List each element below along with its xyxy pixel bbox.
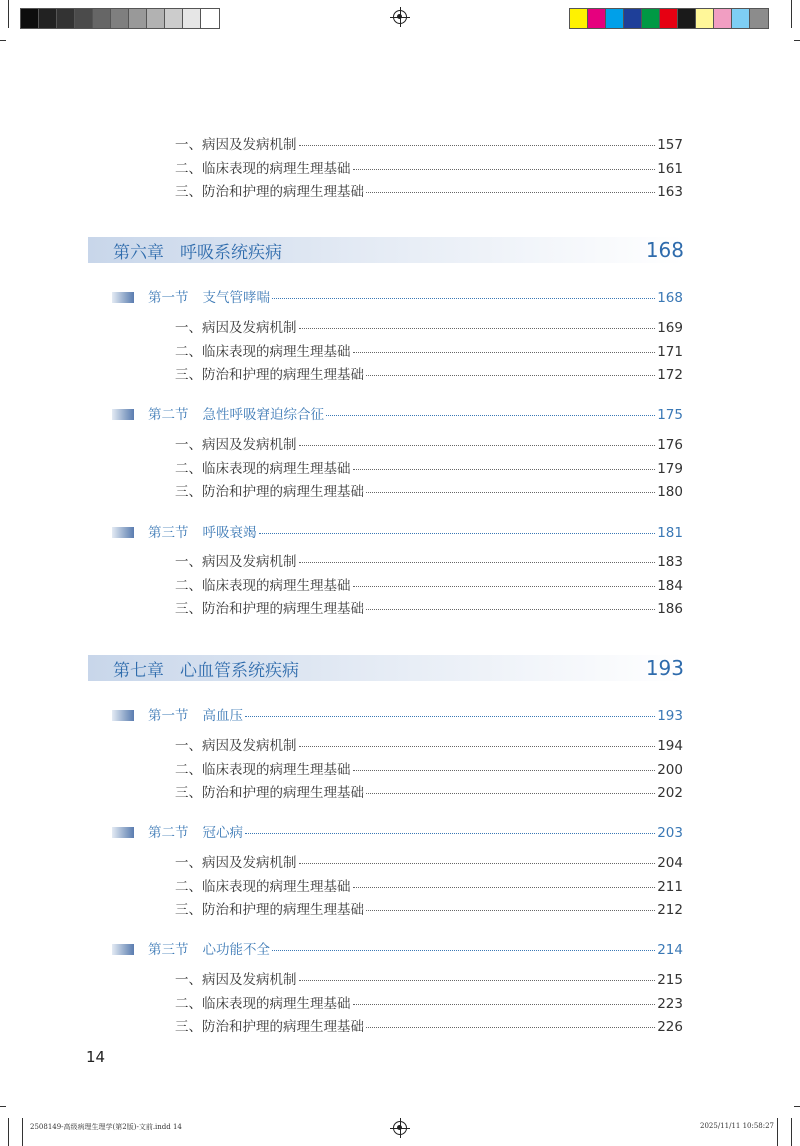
leader-dots	[353, 1004, 656, 1005]
leader-dots	[299, 746, 656, 747]
toc-item-label: 二、临床表现的病理生理基础	[175, 161, 351, 177]
section-heading[interactable]	[112, 704, 683, 724]
toc-item[interactable]	[175, 898, 683, 918]
toc-item[interactable]	[175, 1015, 683, 1035]
toc-item[interactable]	[175, 781, 683, 801]
toc-item[interactable]	[175, 316, 683, 336]
toc-item-page: 161	[657, 161, 683, 177]
color-swatch	[570, 9, 588, 28]
leader-dots	[353, 469, 656, 470]
section-heading[interactable]	[112, 938, 683, 958]
toc-item-page: 176	[657, 437, 683, 453]
toc-item[interactable]	[175, 550, 683, 570]
section-marker-icon	[112, 409, 134, 420]
toc-item-page: 212	[657, 902, 683, 918]
section-heading[interactable]	[112, 286, 683, 306]
toc-item-label: 一、病因及发病机制	[175, 437, 297, 453]
toc-item-label: 三、防治和护理的病理生理基础	[175, 1019, 364, 1035]
chapter-number: 第六章	[113, 242, 164, 263]
toc-item[interactable]	[175, 157, 683, 177]
section-title: 冠心病	[202, 825, 243, 841]
crop-mark	[791, 1118, 792, 1146]
toc-item-label: 三、防治和护理的病理生理基础	[175, 785, 364, 801]
color-swatch	[606, 9, 624, 28]
leader-dots	[326, 415, 655, 416]
section-title: 呼吸衰竭	[202, 525, 257, 541]
crop-mark	[8, 1118, 9, 1146]
gray-swatch	[201, 9, 219, 28]
cmyk-color-bar	[569, 8, 769, 29]
chapter-heading[interactable]	[88, 655, 684, 681]
page-number: 14	[86, 1048, 106, 1066]
leader-dots	[366, 793, 655, 794]
section-number: 第二节	[148, 407, 189, 423]
leader-dots	[353, 586, 656, 587]
section-number: 第三节	[148, 942, 189, 958]
toc-item-label: 三、防治和护理的病理生理基础	[175, 184, 364, 200]
toc-item-page: 180	[657, 484, 683, 500]
leader-dots	[366, 192, 655, 193]
color-swatch	[732, 9, 750, 28]
registration-mark-icon	[393, 10, 407, 24]
gray-swatch	[183, 9, 201, 28]
color-swatch	[660, 9, 678, 28]
section-marker-icon	[112, 827, 134, 838]
gray-swatch	[57, 9, 75, 28]
gray-swatch	[147, 9, 165, 28]
section-number: 第一节	[148, 708, 189, 724]
section-heading[interactable]	[112, 403, 683, 423]
toc-item[interactable]	[175, 875, 683, 895]
section-title: 心功能不全	[202, 942, 270, 958]
color-swatch	[624, 9, 642, 28]
toc-item-page: 183	[657, 554, 683, 570]
leader-dots	[353, 770, 656, 771]
toc-item[interactable]	[175, 363, 683, 383]
toc-item-page: 179	[657, 461, 683, 477]
color-swatch	[588, 9, 606, 28]
toc-item[interactable]	[175, 180, 683, 200]
toc-item-label: 三、防治和护理的病理生理基础	[175, 484, 364, 500]
toc-item-page: 202	[657, 785, 683, 801]
color-swatch	[642, 9, 660, 28]
toc-item-page: 163	[657, 184, 683, 200]
footer-timestamp: 2025/11/11 10:58:27	[700, 1122, 775, 1130]
section-title: 高血压	[202, 708, 243, 724]
toc-item[interactable]	[175, 734, 683, 754]
toc-item-page: 169	[657, 320, 683, 336]
toc-item[interactable]	[175, 992, 683, 1012]
chapter-title: 呼吸系统疾病	[180, 242, 282, 263]
section-number: 第三节	[148, 525, 189, 541]
leader-dots	[299, 145, 656, 146]
section-page: 181	[657, 525, 683, 541]
toc-item[interactable]	[175, 340, 683, 360]
toc-item-page: 157	[657, 137, 683, 153]
toc-item-label: 三、防治和护理的病理生理基础	[175, 601, 364, 617]
section-marker-icon	[112, 527, 134, 538]
section-marker-icon	[112, 944, 134, 955]
leader-dots	[366, 1027, 655, 1028]
gray-swatch	[21, 9, 39, 28]
chapter-number: 第七章	[113, 660, 164, 681]
gray-swatch	[111, 9, 129, 28]
footer-file-slug: 2508149-高级病理生理学(第2版)-文前.indd 14	[30, 1123, 182, 1131]
leader-dots	[272, 950, 655, 951]
gray-swatch	[39, 9, 57, 28]
toc-item-page: 204	[657, 855, 683, 871]
leader-dots	[353, 352, 656, 353]
gray-swatch	[165, 9, 183, 28]
toc-item-label: 三、防治和护理的病理生理基础	[175, 367, 364, 383]
leader-dots	[353, 169, 656, 170]
section-page: 214	[657, 942, 683, 958]
crop-mark	[22, 1118, 23, 1146]
toc-item-label: 一、病因及发病机制	[175, 855, 297, 871]
color-swatch	[696, 9, 714, 28]
toc-item-label: 一、病因及发病机制	[175, 972, 297, 988]
toc-item[interactable]	[175, 133, 683, 153]
toc-item[interactable]	[175, 574, 683, 594]
section-marker-icon	[112, 292, 134, 303]
leader-dots	[299, 328, 656, 329]
toc-item-label: 二、临床表现的病理生理基础	[175, 879, 351, 895]
crop-mark	[794, 40, 800, 41]
toc-item-page: 226	[657, 1019, 683, 1035]
crop-mark	[0, 1106, 6, 1107]
leader-dots	[259, 533, 656, 534]
crop-mark	[8, 0, 9, 28]
crop-mark	[0, 40, 6, 41]
leader-dots	[272, 298, 655, 299]
toc-item-label: 一、病因及发病机制	[175, 137, 297, 153]
crop-mark	[791, 0, 792, 28]
chapter-title: 心血管系统疾病	[180, 660, 299, 681]
gray-color-bar	[20, 8, 220, 29]
chapter-heading[interactable]	[88, 237, 684, 263]
toc-item[interactable]	[175, 851, 683, 871]
toc-item-label: 一、病因及发病机制	[175, 554, 297, 570]
crop-mark	[777, 1118, 778, 1146]
crop-mark	[794, 1106, 800, 1107]
leader-dots	[366, 492, 655, 493]
gray-swatch	[93, 9, 111, 28]
toc-item-label: 二、临床表现的病理生理基础	[175, 344, 351, 360]
toc-item-label: 三、防治和护理的病理生理基础	[175, 902, 364, 918]
toc-item-page: 186	[657, 601, 683, 617]
toc-item-page: 172	[657, 367, 683, 383]
toc-item-page: 171	[657, 344, 683, 360]
leader-dots	[299, 980, 656, 981]
section-page: 203	[657, 825, 683, 841]
section-number: 第一节	[148, 290, 189, 306]
gray-swatch	[129, 9, 147, 28]
section-number: 第二节	[148, 825, 189, 841]
leader-dots	[299, 445, 656, 446]
color-swatch	[714, 9, 732, 28]
section-marker-icon	[112, 710, 134, 721]
leader-dots	[366, 375, 655, 376]
toc-item-label: 二、临床表现的病理生理基础	[175, 762, 351, 778]
section-title: 急性呼吸窘迫综合征	[202, 407, 324, 423]
section-heading[interactable]	[112, 821, 683, 841]
registration-mark-icon	[393, 1121, 407, 1135]
leader-dots	[366, 910, 655, 911]
toc-item-page: 211	[657, 879, 683, 895]
section-heading[interactable]	[112, 521, 683, 541]
section-title: 支气管哮喘	[202, 290, 270, 306]
toc-item-page: 194	[657, 738, 683, 754]
toc-item-page: 223	[657, 996, 683, 1012]
toc-item-label: 二、临床表现的病理生理基础	[175, 578, 351, 594]
toc-item[interactable]	[175, 597, 683, 617]
toc-item-page: 200	[657, 762, 683, 778]
toc-item[interactable]	[175, 480, 683, 500]
leader-dots	[245, 833, 655, 834]
color-swatch	[678, 9, 696, 28]
leader-dots	[299, 863, 656, 864]
toc-item-page: 215	[657, 972, 683, 988]
chapter-page: 168	[645, 238, 684, 262]
toc-item[interactable]	[175, 968, 683, 988]
toc-item[interactable]	[175, 758, 683, 778]
toc-item[interactable]	[175, 457, 683, 477]
section-page: 168	[657, 290, 683, 306]
toc-item-label: 二、临床表现的病理生理基础	[175, 461, 351, 477]
toc-item-label: 一、病因及发病机制	[175, 738, 297, 754]
section-page: 175	[657, 407, 683, 423]
leader-dots	[299, 562, 656, 563]
leader-dots	[353, 887, 656, 888]
color-swatch	[750, 9, 768, 28]
section-page: 193	[657, 708, 683, 724]
toc-item[interactable]	[175, 433, 683, 453]
leader-dots	[245, 716, 655, 717]
leader-dots	[366, 609, 655, 610]
toc-item-page: 184	[657, 578, 683, 594]
toc-item-label: 二、临床表现的病理生理基础	[175, 996, 351, 1012]
toc-item-label: 一、病因及发病机制	[175, 320, 297, 336]
chapter-page: 193	[645, 656, 684, 680]
gray-swatch	[75, 9, 93, 28]
